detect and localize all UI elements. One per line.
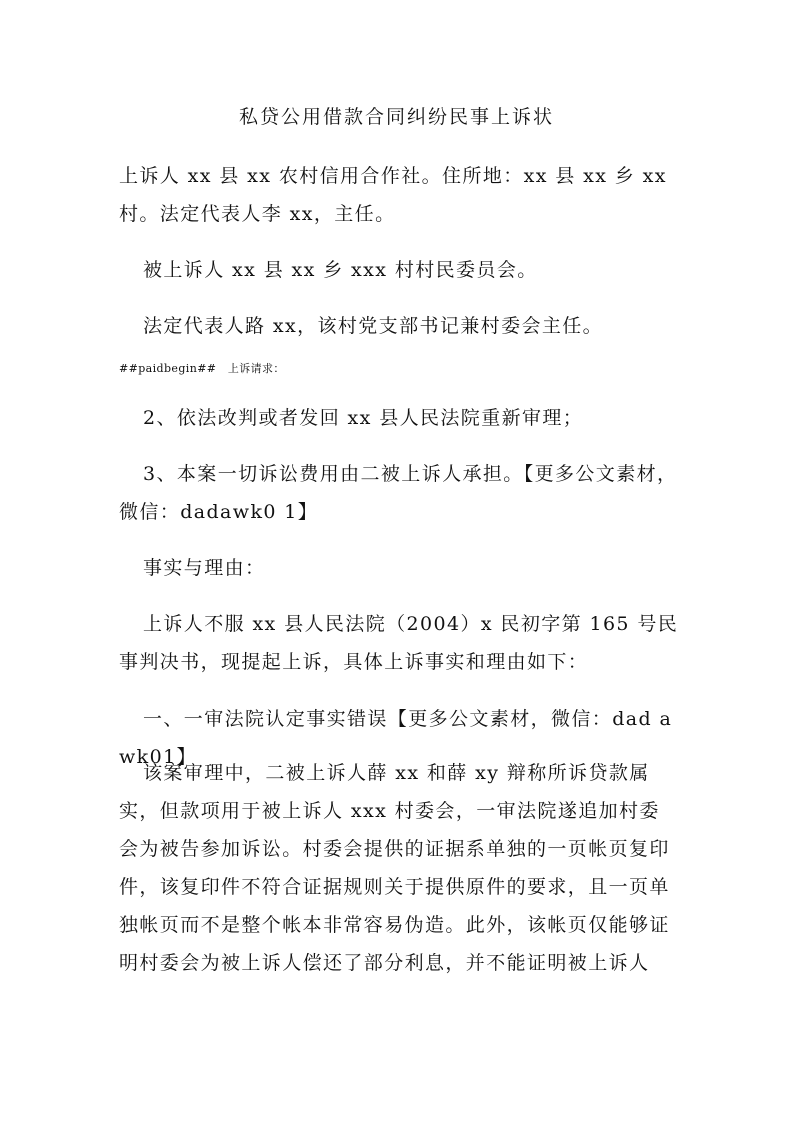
legal-representative-paragraph: 法定代表人路 xx，该村党支部书记兼村委会主任。 xyxy=(143,315,604,337)
section-one-heading: 一、一审法院认定事实错误【更多公文素材，微信：dad awk01】 xyxy=(119,708,673,768)
facts-intro-paragraph: 上诉人不服 xx 县人民法院（2004）x 民初字第 165 号民事判决书，现提起上诉，具体上诉事实和理由如下： xyxy=(119,613,679,673)
document-title: 私贷公用借款合同纠纷民事上诉状 xyxy=(238,106,554,128)
appellee-paragraph: 被上诉人 xx 县 xx 乡 xxx 村村民委员会。 xyxy=(143,259,538,281)
facts-heading: 事实与理由： xyxy=(143,557,266,579)
request-item-3: 3、本案一切诉讼费用由二被上诉人承担。【更多公文素材，微信：dadawk0 1】 xyxy=(119,463,678,523)
appeal-request-heading: ##paidbegin## 上诉请求： xyxy=(119,362,285,375)
section-one-body: 该案审理中，二被上诉人薛 xx 和薛 xy 辩称所诉贷款属实，但款项用于被上诉人 xxx 村委会，一审法院遂追加村委会为被告参加诉讼。村委会提供的证据系单独的一页帐页复印件，该复印件不符合证据规则关于提供原件的要求，且一页单独帐页而不是整个帐本非常容易伪造。此外，该帐页仅能够证明村委会为被上诉人偿还了部分利息，并不能证明被上诉人 xyxy=(119,762,670,974)
request-item-2: 2、依法改判或者发回 xx 县人民法院重新审理； xyxy=(143,407,584,429)
appellant-paragraph: 上诉人 xx 县 xx 农村信用合作社。住所地：xx 县 xx 乡 xx 村。法定代表人李 xx，主任。 xyxy=(119,165,667,225)
